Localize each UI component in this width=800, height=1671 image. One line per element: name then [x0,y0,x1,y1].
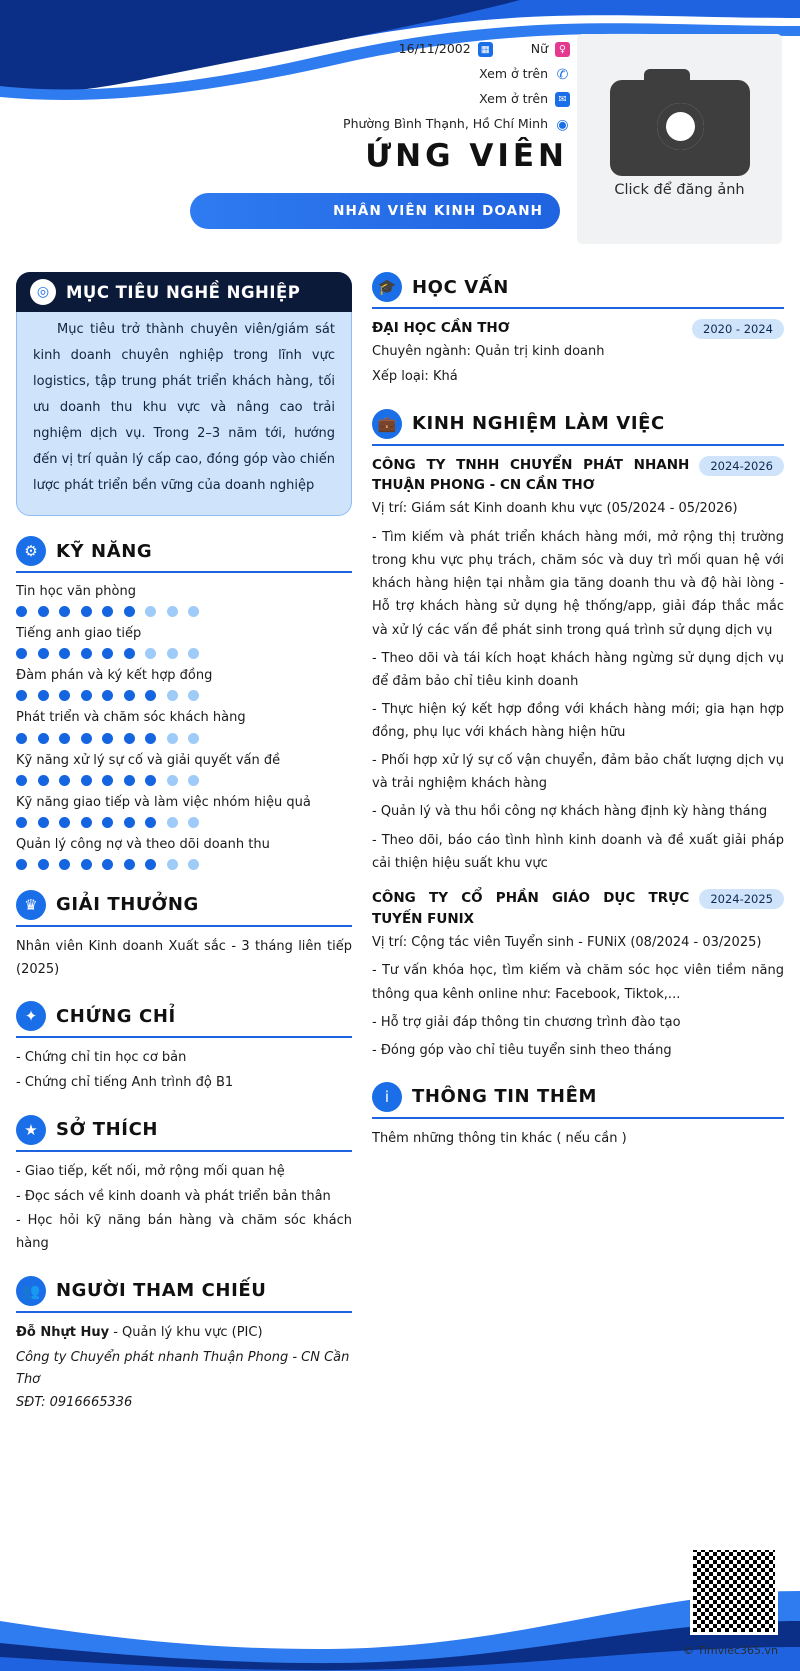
skill-label: Kỹ năng giao tiếp và làm việc nhóm hiệu quả [16,794,311,810]
skill-dot[interactable] [188,859,199,870]
experience-bullet: - Phối hợp xử lý sự cố vận chuyển, đảm bảo chất lượng dịch vụ và trải nghiệm khách hàng [372,753,784,792]
experience-entry[interactable] [372,888,784,1062]
skill-item[interactable] [16,624,352,659]
left-column [16,272,352,1435]
email-icon: ✉ [555,92,570,107]
skill-dot[interactable] [188,817,199,828]
gender-field[interactable] [531,42,570,57]
reference-name-row[interactable] [16,1322,352,1345]
skill-dot[interactable] [145,817,156,828]
education-school: ĐẠI HỌC CẦN THƠ [372,320,510,336]
skill-rating[interactable] [16,606,352,617]
certificate-item[interactable]: - Chứng chỉ tin học cơ bản [16,1050,187,1066]
skill-dot[interactable] [145,606,156,617]
skill-dot[interactable] [145,859,156,870]
skill-dot[interactable] [145,648,156,659]
skill-item[interactable] [16,666,352,701]
briefcase-icon: 💼 [372,409,402,439]
skill-dot[interactable] [81,817,92,828]
phone-value: Xem ở trên [479,66,548,82]
certificates-heading-row [16,1001,352,1038]
experience-heading: KINH NGHIỆM LÀM VIỆC [412,413,665,434]
skill-item[interactable] [16,751,352,786]
skill-dot[interactable] [59,817,70,828]
skill-dot[interactable] [38,690,49,701]
calendar-icon: ▦ [478,42,493,57]
experience-heading-row [372,409,784,446]
dob-gender-row [343,42,570,57]
address-field[interactable] [343,117,570,132]
skill-rating[interactable] [16,690,352,701]
skill-dot[interactable] [81,690,92,701]
extra-heading-row [372,1082,784,1119]
experience-company: CÔNG TY CỔ PHẦN GIÁO DỤC TRỰC TUYẾN FUNIX [372,889,690,927]
contact-block [343,42,570,142]
section-certificates [16,1001,352,1095]
education-grade: Xếp loại: Khá [372,368,458,384]
extra-text[interactable]: Thêm những thông tin khác ( nếu cần ) [372,1130,627,1146]
section-awards [16,890,352,982]
email-field[interactable] [343,92,570,107]
skill-dot[interactable] [59,733,70,744]
experience-entry-head [372,888,784,930]
gender-icon: ♀ [555,42,570,57]
skill-dot[interactable] [124,859,135,870]
skill-dot[interactable] [102,817,113,828]
skill-dot[interactable] [167,775,178,786]
reference-role: - Quản lý khu vực (PIC) [109,1324,263,1340]
decorative-wave-bottom [0,1551,800,1671]
skill-dot[interactable] [38,606,49,617]
phone-field[interactable] [343,67,570,82]
skill-dot[interactable] [145,775,156,786]
objective-heading-bar [16,272,352,312]
skill-dot[interactable] [16,859,27,870]
skill-dot[interactable] [188,775,199,786]
skill-dot[interactable] [81,648,92,659]
skill-dot[interactable] [16,775,27,786]
skill-dot[interactable] [188,606,199,617]
extra-heading: THÔNG TIN THÊM [412,1086,598,1108]
skill-dot[interactable] [102,859,113,870]
experience-position: Vị trí: Giám sát Kinh doanh khu vực (05/2024 - 05/2026) [372,501,738,517]
experience-bullet: - Theo dõi, báo cáo tình hình kinh doanh và đề xuất giải pháp cải thiện hiệu suất khu vực [372,832,784,871]
section-education [372,272,784,389]
hobbies-heading: SỞ THÍCH [56,1119,159,1141]
skill-rating[interactable] [16,775,352,786]
medal-icon: ✦ [16,1001,46,1031]
skill-dot[interactable] [188,648,199,659]
cv-header [0,28,800,248]
skill-dot[interactable] [38,817,49,828]
target-icon: ◎ [30,279,56,305]
star-icon: ★ [16,1115,46,1145]
info-icon: i [372,1082,402,1112]
experience-bullet: - Theo dõi và tái kích hoạt khách hàng ngừng sử dụng dịch vụ để đảm bảo chỉ tiêu kinh doanh [372,650,784,689]
skill-dot[interactable] [167,648,178,659]
education-period: 2020 - 2024 [692,319,784,339]
skill-dot[interactable] [124,733,135,744]
gear-icon: ⚙ [16,536,46,566]
hobby-item[interactable]: - Đọc sách về kinh doanh và phát triển bản thân [16,1188,331,1204]
skill-dot[interactable] [102,648,113,659]
skill-dot[interactable] [102,733,113,744]
skill-dot[interactable] [124,817,135,828]
section-experience [372,409,784,1062]
skill-dot[interactable] [59,606,70,617]
experience-entry[interactable] [372,455,784,875]
experience-position: Vị trí: Cộng tác viên Tuyển sinh - FUNiX (08/2024 - 03/2025) [372,934,762,950]
section-references [16,1276,352,1415]
skills-heading: KỸ NĂNG [56,540,153,562]
photo-upload-box[interactable] [577,34,782,244]
skill-dot[interactable] [167,733,178,744]
skill-item[interactable] [16,835,352,870]
education-major: Chuyên ngành: Quản trị kinh doanh [372,344,605,359]
awards-heading-row [16,890,352,927]
skill-label: Quản lý công nợ và theo dõi doanh thu [16,836,270,852]
skill-item[interactable] [16,708,352,743]
experience-company: CÔNG TY TNHH CHUYỂN PHÁT NHANH THUẬN PHONG - CN CẦN THƠ [372,456,690,494]
hobby-item[interactable]: - Học hỏi kỹ năng bán hàng và chăm sóc khách hàng [16,1213,352,1252]
skill-dot[interactable] [38,859,49,870]
experience-bullet: - Quản lý và thu hồi công nợ khách hàng định kỳ hàng tháng [372,804,768,820]
phone-icon: ✆ [556,66,569,83]
dob-value: 16/11/2002 [398,41,471,57]
experience-list [372,455,784,1062]
skill-dot[interactable] [38,648,49,659]
hobby-item[interactable]: - Giao tiếp, kết nối, mở rộng mối quan hệ [16,1163,285,1179]
references-heading: NGƯỜI THAM CHIẾU [56,1280,267,1302]
camera-icon [610,80,750,176]
skill-dot[interactable] [16,606,27,617]
skill-rating[interactable] [16,648,352,659]
section-hobbies [16,1115,352,1256]
experience-period: 2024-2025 [699,889,784,909]
skill-dot[interactable] [59,648,70,659]
certificates-heading: CHỨNG CHỈ [56,1005,176,1027]
skill-rating[interactable] [16,859,352,870]
skill-dot[interactable] [38,775,49,786]
skill-dot[interactable] [167,606,178,617]
skill-dot[interactable] [145,690,156,701]
skill-dot[interactable] [16,648,27,659]
objective-heading: MỤC TIÊU NGHỀ NGHIỆP [66,282,301,302]
photo-upload-label: Click để đăng ảnh [614,182,745,198]
reference-name: Đỗ Nhựt Huy [16,1324,110,1340]
right-column [372,272,784,1171]
qr-code[interactable] [690,1547,778,1635]
graduation-cap-icon: 🎓 [372,272,402,302]
skill-dot[interactable] [81,859,92,870]
education-heading: HỌC VẤN [412,276,509,298]
address-value: Phường Bình Thạnh, Hồ Chí Minh [343,116,548,132]
award-item[interactable]: Nhân viên Kinh doanh Xuất sắc - 3 tháng liên tiếp (2025) [16,938,352,977]
skill-dot[interactable] [81,606,92,617]
skill-dot[interactable] [59,775,70,786]
skill-dot[interactable] [102,775,113,786]
job-title-badge[interactable]: NHÂN VIÊN KINH DOANH [190,193,560,229]
skill-dot[interactable] [38,733,49,744]
candidate-name[interactable]: ỨNG VIÊN [365,138,568,174]
section-extra-info [372,1082,784,1151]
references-heading-row [16,1276,352,1313]
skill-dot[interactable] [16,817,27,828]
education-entry[interactable] [372,318,784,389]
skill-dot[interactable] [124,606,135,617]
skill-dot[interactable] [102,690,113,701]
awards-heading: GIẢI THƯỞNG [56,894,199,916]
objective-text[interactable]: Mục tiêu trở thành chuyên viên/giám sát kinh doanh chuyên nghiệp trong lĩnh vực logistics, tập trung phát triển khách hàng, tối ưu doanh thu khu vực và nâng cao trải nghiệm dịch vụ. Trong 2–3 năm tới, hướng đến vị trí quản lý cấp cao, đóng góp vào chiến lược phát triển bền vững của doanh nghiệp [33,322,335,493]
skill-dot[interactable] [188,690,199,701]
skill-label: Phát triển và chăm sóc khách hàng [16,710,246,726]
reference-company[interactable]: Công ty Chuyển phát nhanh Thuận Phong - CN Cần Thơ [16,1349,350,1388]
objective-card[interactable] [16,272,352,516]
skill-dot[interactable] [16,733,27,744]
skill-rating[interactable] [16,817,352,828]
skill-item[interactable] [16,793,352,828]
skill-dot[interactable] [59,690,70,701]
skill-dot[interactable] [145,733,156,744]
location-icon: ◉ [556,116,569,133]
trophy-icon: ♛ [16,890,46,920]
skills-list [16,582,352,870]
education-entry-head [372,318,784,339]
skill-dot[interactable] [124,648,135,659]
skill-dot[interactable] [188,733,199,744]
people-icon: 👥 [16,1276,46,1306]
education-heading-row [372,272,784,309]
experience-bullet: - Đóng góp vào chỉ tiêu tuyển sinh theo tháng [372,1042,672,1058]
section-skills [16,536,352,870]
skill-dot[interactable] [167,690,178,701]
skill-label: Đàm phán và ký kết hợp đồng [16,668,213,684]
skill-label: Tiếng anh giao tiếp [16,626,142,642]
skill-dot[interactable] [124,690,135,701]
skill-dot[interactable] [167,817,178,828]
email-value: Xem ở trên [479,91,548,107]
skill-dot[interactable] [102,606,113,617]
certificate-item[interactable]: - Chứng chỉ tiếng Anh trình độ B1 [16,1075,234,1091]
experience-entry-head [372,455,784,497]
skill-label: Kỹ năng xử lý sự cố và giải quyết vấn đề [16,752,281,768]
experience-bullet: - Thực hiện ký kết hợp đồng với khách hàng mới; gia hạn hợp đồng, phụ lục với khách hàng hiện hữu [372,701,784,741]
skill-label: Tin học văn phòng [16,584,136,599]
experience-bullet: - Tư vấn khóa học, tìm kiếm và chăm sóc học viên tiềm năng thông qua kênh online như: Facebook, Tiktok,... [372,963,784,1002]
site-credit: © Timviec365.vn [682,1644,778,1657]
skill-item[interactable] [16,582,352,617]
reference-phone[interactable]: SĐT: 0916665336 [16,1395,133,1411]
skill-dot[interactable] [124,775,135,786]
skill-dot[interactable] [167,859,178,870]
section-objective [16,272,352,516]
dob-field[interactable] [399,42,493,57]
gender-value: Nữ [530,41,548,57]
skill-dot[interactable] [81,733,92,744]
experience-period: 2024-2026 [699,456,784,476]
experience-bullet: - Tìm kiếm và phát triển khách hàng mới, mở rộng thị trường trong khu vực phụ trách, chăm sóc và duy trì mối quan hệ với khách hàng hiện tại nhằm gia tăng doanh thu và độ hài lòng - Hỗ trợ khách hàng sử dụng hệ thống/app, giải đáp thắc mắc và xử lý các vấn đề phát sinh trong quá trình sử dụng dịch vụ [372,530,784,638]
skill-rating[interactable] [16,733,352,744]
skill-dot[interactable] [81,775,92,786]
experience-bullet: - Hỗ trợ giải đáp thông tin chương trình đào tạo [372,1014,681,1030]
skill-dot[interactable] [59,859,70,870]
skills-heading-row [16,536,352,573]
hobbies-heading-row [16,1115,352,1152]
skill-dot[interactable] [16,690,27,701]
